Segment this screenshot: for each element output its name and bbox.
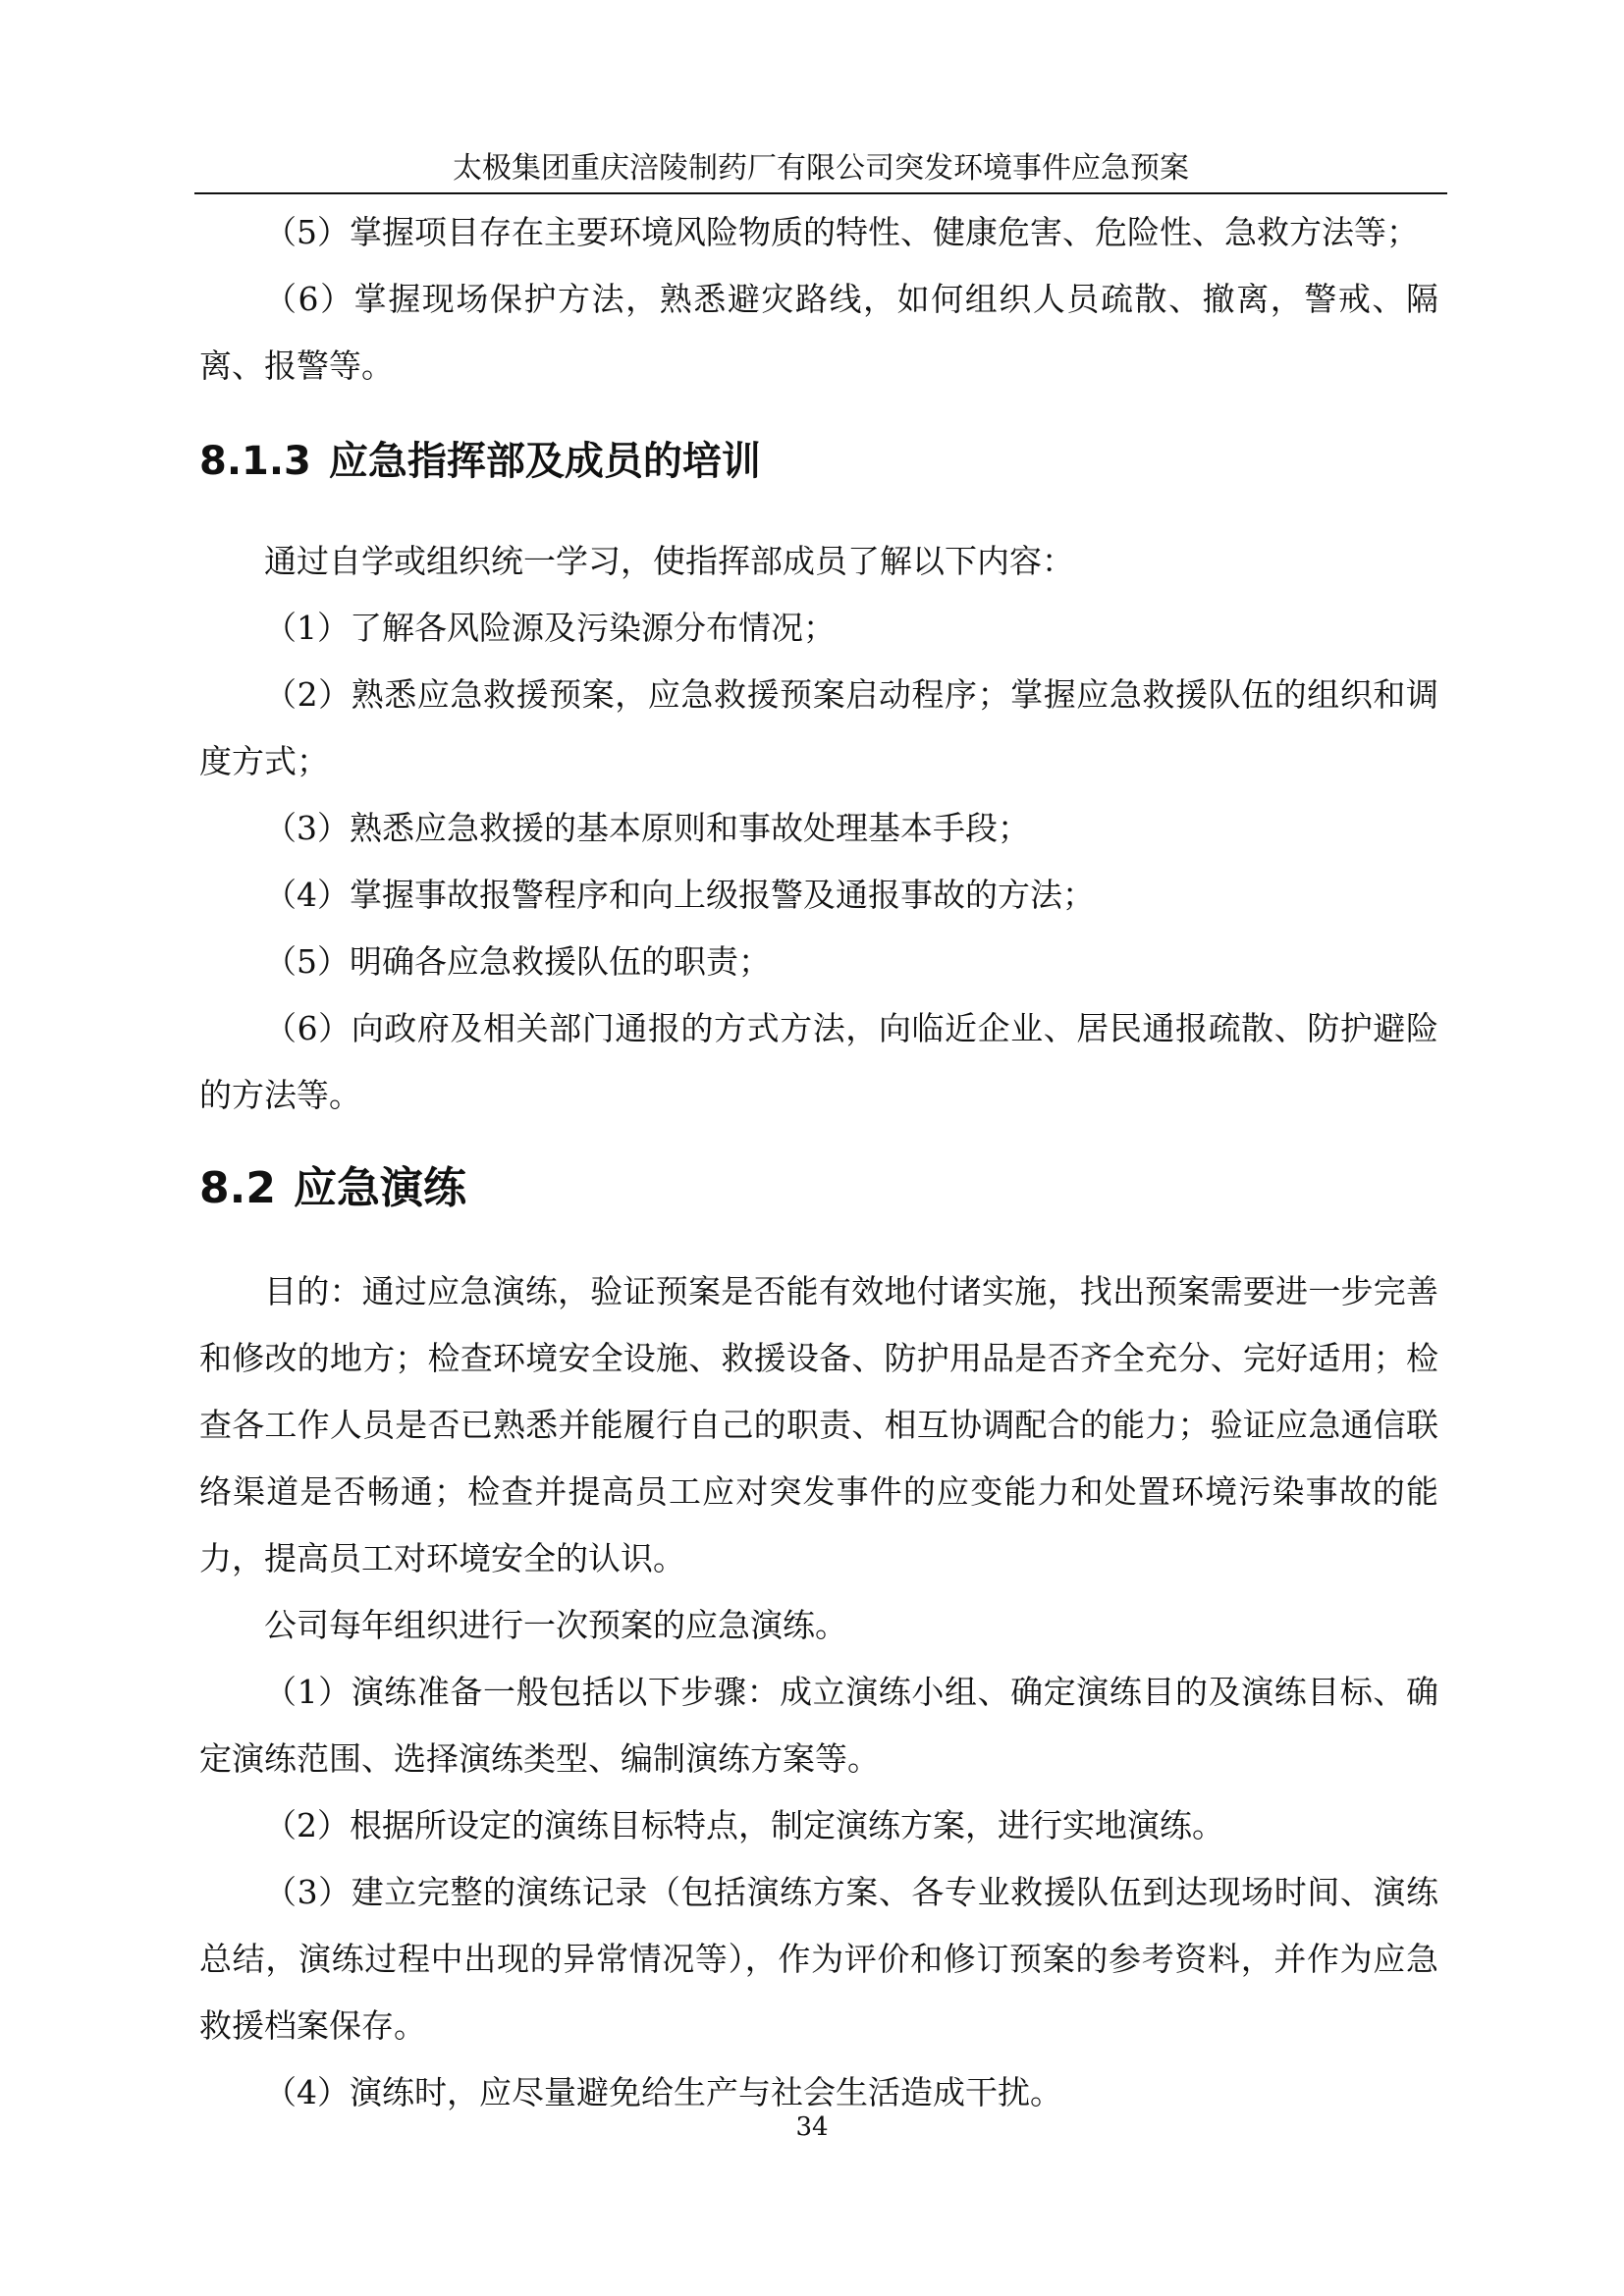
list-item: （1）演练准备一般包括以下步骤：成立演练小组、确定演练目的及演练目标、确定演练范围、选择演练类型、编制演练方案等。 [199, 1673, 1438, 1778]
top-item-6: （6）掌握现场保护方法，熟悉避灾路线，如何组织人员疏散、撤离，警戒、隔离、报警等。 [199, 280, 1438, 385]
section-8-2-purpose: 目的：通过应急演练，验证预案是否能有效地付诸实施，找出预案需要进一步完善和修改的地方；检查环境安全设施、救援设备、防护用品是否齐全充分、完好适用；检查各工作人员是否已熟悉并能履行自己的职责、相互协调配合的能力；验证应急通信联络渠道是否畅通；检查并提高员工应对突发事件的应变能力和处置环境污染事故的能力，提高员工对环境安全的认识。 [199, 1272, 1438, 1577]
section-title: 应急指挥部及成员的培训 [328, 439, 761, 484]
document-header: 太极集团重庆涪陵制药厂有限公司突发环境事件应急预案 [453, 151, 1189, 186]
list-item: （4）演练时，应尽量避免给生产与社会生活造成干扰。 [264, 2073, 1062, 2111]
list-item: （6）向政府及相关部门通报的方式方法，向临近企业、居民通报疏散、防护避险的方法等。 [199, 1009, 1438, 1114]
page-number: 34 [795, 2112, 829, 2142]
section-title: 应急演练 [293, 1163, 466, 1213]
list-item: （2）根据所设定的演练目标特点，制定演练方案，进行实地演练。 [264, 1806, 1224, 1844]
list-item: （2）熟悉应急救援预案，应急救援预案启动程序；掌握应急救援队伍的组织和调度方式； [199, 675, 1438, 780]
section-8-1-3-heading [199, 432, 761, 491]
section-number: 8.2 [199, 1163, 276, 1213]
top-item-5: （5）掌握项目存在主要环境风险物质的特性、健康危害、危险性、急救方法等； [264, 213, 1419, 251]
section-number: 8.1.3 [199, 439, 311, 484]
list-item: （3）建立完整的演练记录（包括演练方案、各专业救援队伍到达现场时间、演练总结，演练过程中出现的异常情况等），作为评价和修订预案的参考资料，并作为应急救援档案保存。 [199, 1873, 1438, 2045]
section-8-2-frequency: 公司每年组织进行一次预案的应急演练。 [264, 1606, 847, 1644]
header-rule [194, 192, 1447, 194]
list-item: （5）明确各应急救援队伍的职责； [264, 942, 771, 981]
list-item: （3）熟悉应急救援的基本原则和事故处理基本手段； [264, 809, 1030, 847]
section-8-1-3-intro: 通过自学或组织统一学习，使指挥部成员了解以下内容： [264, 542, 1074, 580]
list-item: （1）了解各风险源及污染源分布情况； [264, 609, 836, 647]
section-8-2-heading [199, 1158, 466, 1219]
list-item: （4）掌握事故报警程序和向上级报警及通报事故的方法； [264, 876, 1095, 914]
